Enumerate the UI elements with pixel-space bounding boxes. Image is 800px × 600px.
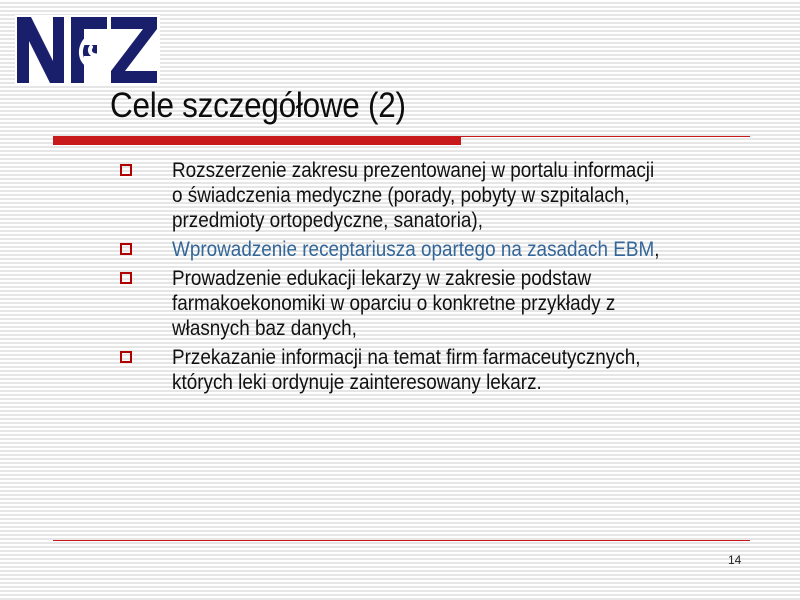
- page-number: 14: [728, 553, 742, 567]
- footer-rule: [53, 540, 750, 541]
- bullet-list: [118, 158, 758, 399]
- square-bullet-icon: [120, 164, 132, 176]
- bullet-item: [118, 237, 758, 262]
- bullet-item: [118, 158, 758, 233]
- receptariusz-link[interactable]: Wprowadzenie receptariusza opartego na zasadach EBM: [172, 238, 655, 261]
- bullet-text: Przekazanie informacji na temat firm farmaceutycznych, których leki ordynuje zainteresowany lekarz.: [172, 346, 641, 394]
- bullet-item: [118, 266, 758, 341]
- bullet-suffix: ,: [654, 238, 660, 261]
- bullet-text: [172, 237, 739, 262]
- square-bullet-icon: [120, 351, 132, 363]
- square-bullet-icon: [120, 243, 132, 255]
- bullet-item: [118, 345, 758, 395]
- bullet-text: Prowadzenie edukacji lekarzy w zakresie podstaw farmakoekonomiki w oparciu o konkretne przykłady z własnych baz danych,: [172, 267, 616, 340]
- square-bullet-icon: [120, 272, 132, 284]
- slide-title: Cele szczegółowe (2): [110, 86, 406, 125]
- nfz-logo: [15, 15, 160, 85]
- bullet-text: Rozszerzenie zakresu prezentowanej w portalu informacji o świadczenia medyczne (porady, pobyty w szpitalach, przedmioty ortopedyczne, sanatoria),: [172, 159, 655, 232]
- title-accent-bar: [53, 137, 461, 145]
